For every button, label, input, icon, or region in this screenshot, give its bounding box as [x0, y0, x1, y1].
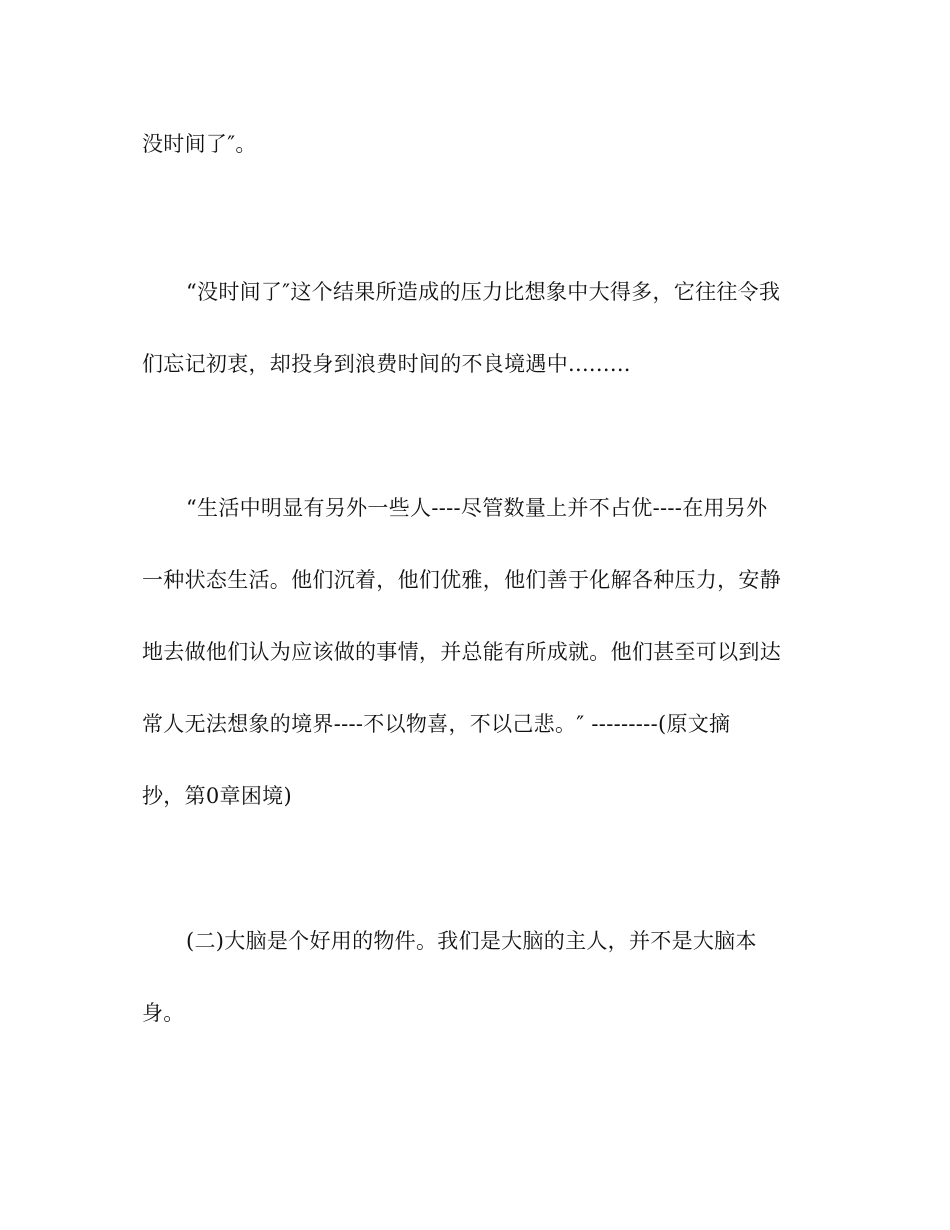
paragraph-line: 没时间了″。	[142, 132, 257, 156]
paragraph-line: “没时间了″这个结果所造成的压力比想象中大得多，它往往令我	[186, 280, 781, 304]
paragraph-line: 身。	[142, 1001, 185, 1025]
paragraph-line: (二)大脑是个好用的物件。我们是大脑的主人，并不是大脑本	[186, 929, 757, 953]
paragraph-line: “生活中明显有另外一些人----尽管数量上并不占优----在用另外	[186, 496, 768, 520]
paragraph-line: 一种状态生活。他们沉着，他们优雅，他们善于化解各种压力，安静	[142, 568, 781, 592]
paragraph-line: 常人无法想象的境界----不以物喜，不以己悲。″ ---------(原文摘	[142, 712, 731, 736]
paragraph-line: 地去做他们认为应该做的事情，并总能有所成就。他们甚至可以到达	[142, 640, 781, 664]
paragraph-line: 抄，第0章困境)	[142, 784, 292, 808]
paragraph-line: 们忘记初衷，却投身到浪费时间的不良境遇中.........	[142, 352, 631, 376]
